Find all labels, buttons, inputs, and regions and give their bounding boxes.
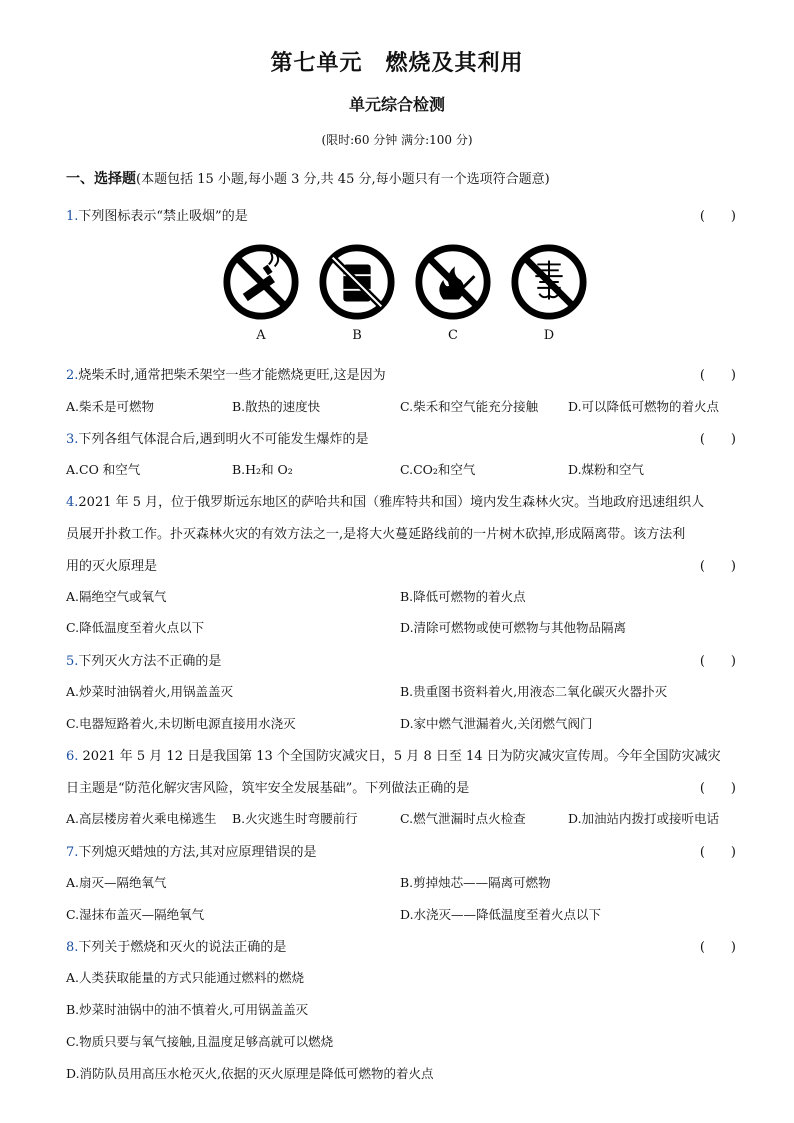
answer-blank: ( ) [699,654,736,669]
option-a: A.人类获取能量的方式只能通过燃料的燃烧 [66,970,305,985]
question-text-line-2: 员展开扑救工作。扑灭森林火灾的有效方法之一,是将大火蔓延路线前的一片树木砍掉,形成隔离带。该方法利 [66,527,686,542]
answer-blank: ( ) [699,559,736,574]
section-heading [66,168,550,188]
question-1 [66,205,248,224]
option-b: B.贵重图书资料着火,用液态二氧化碳灭火器扑灭 [400,684,668,699]
option-b: B.炒菜时油锅中的油不慎着火,可用锅盖盖灭 [66,1002,309,1017]
q1-sign-icons [220,243,590,343]
option-d: D.煤粉和空气 [568,462,645,477]
option-b: B.剪掉烛芯——隔离可燃物 [400,875,551,890]
option-d: D.加油站内拨打或接听电话 [568,811,720,826]
option-c: C.柴禾和空气能充分接触 [400,399,539,414]
question-number: 1. [66,209,79,224]
option-c: C.湿抹布盖灭—隔绝氧气 [66,907,205,922]
question-number: 3. [66,432,79,447]
question-6 [66,745,721,764]
section-title: 一、选择题 [66,171,136,187]
option-b: B.H₂和 O₂ [232,462,293,477]
question-3 [66,428,369,447]
question-number: 4. [66,495,79,510]
option-d: D.消防队员用高压水枪灭火,依据的灭火原理是降低可燃物的着火点 [66,1066,434,1081]
question-4 [66,491,704,510]
question-number: 8. [66,940,79,955]
answer-blank: ( ) [699,781,736,796]
question-text: 烧柴禾时,通常把柴禾架空一些才能燃烧更旺,这是因为 [78,368,386,383]
question-text: 下列灭火方法不正确的是 [78,654,222,669]
option-label-b: B [352,328,362,343]
option-b: B.火灾逃生时弯腰前行 [232,811,358,826]
page-title: 第七单元 燃烧及其利用 [270,50,524,76]
option-a: A.高层楼房着火乘电梯逃生 [66,811,217,826]
answer-blank: ( ) [699,940,736,955]
option-a: A.扇灭—隔绝氧气 [66,875,167,890]
question-number: 7. [66,845,79,860]
no-smoking-icon [222,243,300,321]
option-a: A.柴禾是可燃物 [66,399,155,414]
option-b: B.降低可燃物的着火点 [400,589,526,604]
answer-blank: ( ) [699,432,736,447]
question-number: 5. [66,654,79,669]
option-c: C.CO₂和空气 [400,462,476,477]
no-open-flame-icon [414,243,492,321]
section-note: (本题包括 15 小题,每小题 3 分,共 45 分,每小题只有一个选项符合题意) [136,172,550,187]
question-text-line-2: 日主题是“防范化解灾害风险，筑牢安全发展基础”。下列做法正确的是 [66,781,470,796]
question-2 [66,364,386,383]
question-text: 下列各组气体混合后,遇到明火不可能发生爆炸的是 [78,432,369,447]
no-flammable-barrel-icon [318,243,396,321]
time-score-limit: (限时:60 分钟 满分:100 分) [321,133,473,147]
option-label-c: C [448,328,458,343]
option-c: C.燃气泄漏时点火检查 [400,811,526,826]
option-label-d: D [543,328,555,343]
answer-blank: ( ) [699,209,736,224]
question-number: 2. [66,368,79,383]
option-c: C.电器短路着火,未切断电源直接用水浇灭 [66,716,296,731]
option-d: D.清除可燃物或使可燃物与其他物品隔离 [400,620,627,635]
page-subtitle: 单元综合检测 [348,95,445,114]
question-text: 下列熄灭蜡烛的方法,其对应原理错误的是 [78,845,317,860]
no-fireworks-icon [510,243,588,321]
question-8 [66,936,286,955]
option-a: A.炒菜时油锅着火,用锅盖盖灭 [66,684,233,699]
option-d: D.家中燃气泄漏着火,关闭燃气阀门 [400,716,593,731]
option-c: C.降低温度至着火点以下 [66,620,205,635]
option-label-a: A [256,328,266,343]
question-text-line-1: 2021 年 5 月 12 日是我国第 13 个全国防灾减灾日，5 月 8 日至 14 日为防灾减灾宣传周。今年全国防灾减灾 [78,749,721,764]
question-text: 下列关于燃烧和灭火的说法正确的是 [78,940,287,955]
option-d: D.水浇灭——降低温度至着火点以下 [400,907,602,922]
option-d: D.可以降低可燃物的着火点 [568,399,720,414]
option-b: B.散热的速度快 [232,399,321,414]
option-a: A.CO 和空气 [66,462,141,477]
question-text-line-3: 用的灭火原理是 [66,559,158,574]
question-number: 6. [66,749,79,764]
question-text: 下列图标表示“禁止吸烟”的是 [78,209,248,224]
option-c: C.物质只要与氧气接触,且温度足够高就可以燃烧 [66,1034,334,1049]
question-7 [66,841,317,860]
answer-blank: ( ) [699,845,736,860]
option-a: A.隔绝空气或氧气 [66,589,167,604]
answer-blank: ( ) [699,368,736,383]
question-5 [66,650,221,669]
question-text-line-1: 2021 年 5 月，位于俄罗斯远东地区的萨哈共和国（雅库特共和国）境内发生森林火灾。当地政府迅速组织人 [78,495,705,510]
